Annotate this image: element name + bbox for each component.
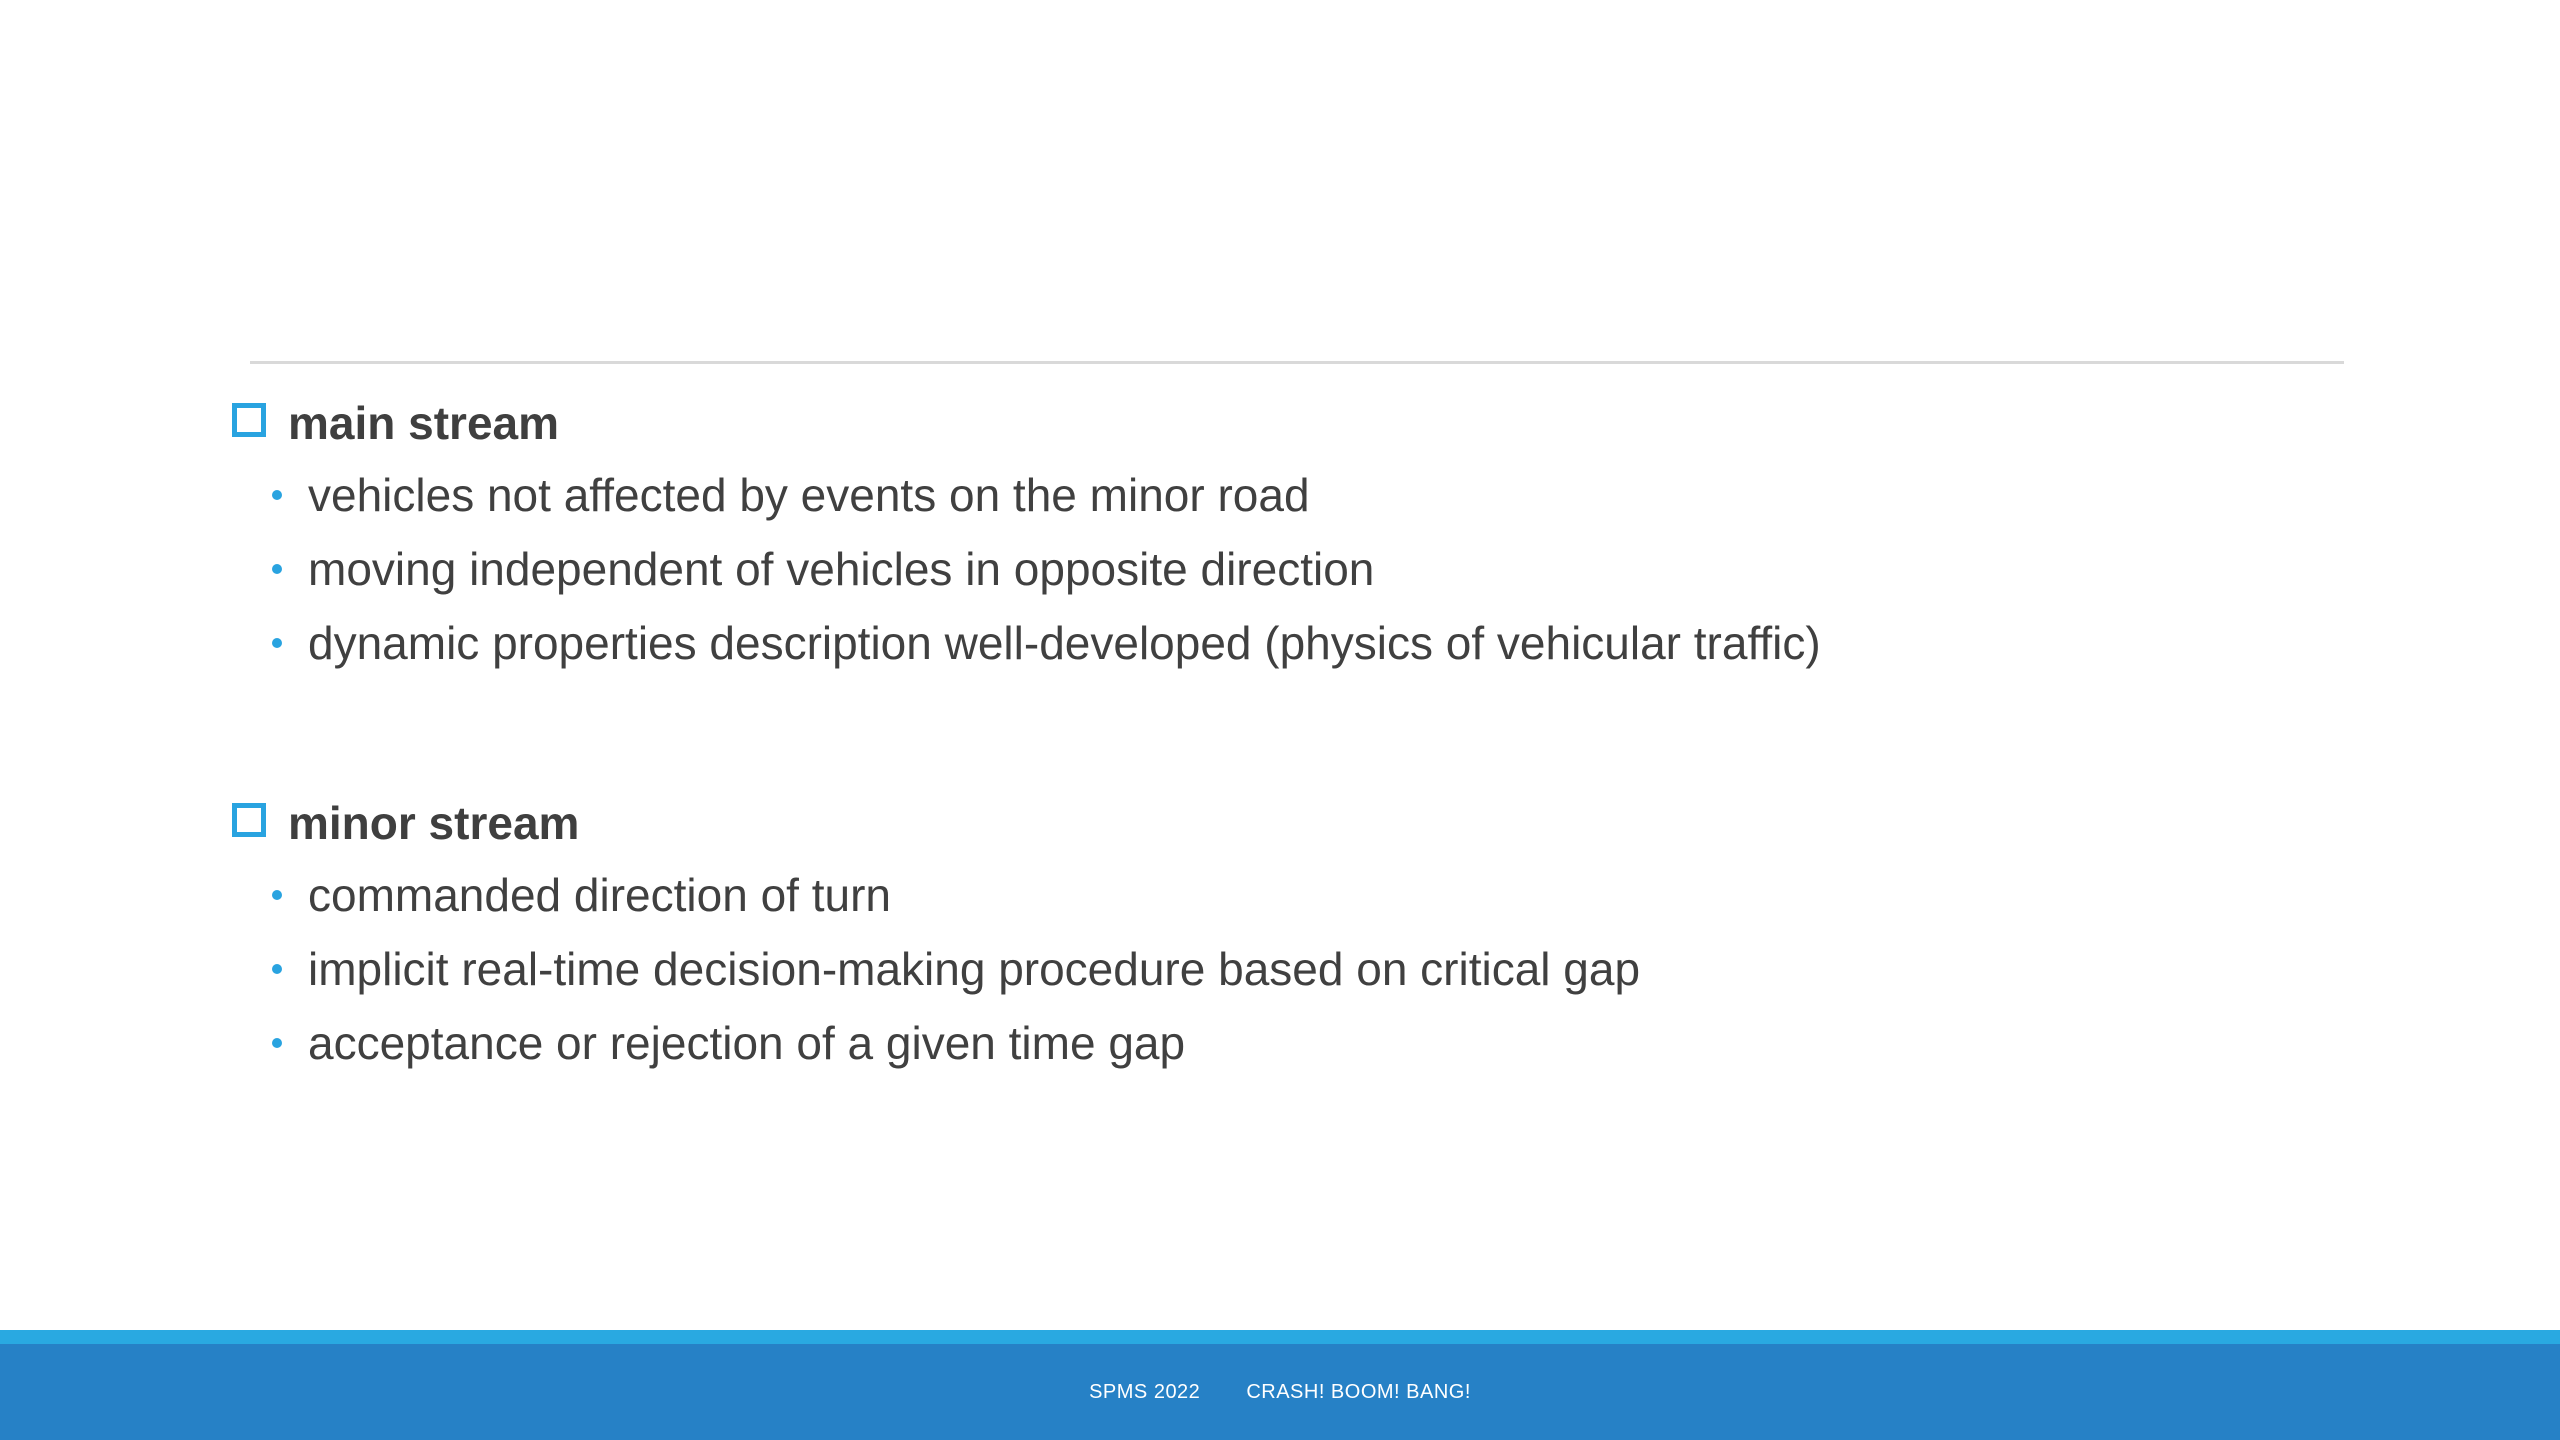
bullet-list [232, 858, 2432, 1080]
list-item [232, 858, 2432, 932]
list-item [232, 932, 2432, 1006]
bullet-dot-icon [272, 490, 282, 500]
bullet-list [232, 458, 2432, 680]
list-item-text: dynamic properties description well-developed (physics of vehicular traffic) [308, 617, 1821, 669]
bullet-dot-icon [272, 964, 282, 974]
slide-content [232, 388, 2432, 1080]
list-item-text: moving independent of vehicles in opposite direction [308, 543, 1375, 595]
section-heading [232, 388, 2432, 458]
list-item-text: commanded direction of turn [308, 869, 891, 921]
bullet-dot-icon [272, 638, 282, 648]
section-heading-text: minor stream [288, 797, 580, 849]
section-main-stream [232, 388, 2432, 680]
footer-accent-stripe [0, 1330, 2560, 1344]
bullet-dot-icon [272, 1038, 282, 1048]
section-minor-stream [232, 788, 2432, 1080]
footer-event-text: SPMS 2022 [1089, 1380, 1201, 1403]
list-item-text: acceptance or rejection of a given time gap [308, 1017, 1186, 1069]
list-item [232, 606, 2432, 680]
list-item [232, 1006, 2432, 1080]
checkbox-icon [232, 403, 272, 443]
list-item-text: implicit real-time decision-making procedure based on critical gap [308, 943, 1641, 995]
section-heading-text: main stream [288, 397, 560, 449]
list-item-text: vehicles not affected by events on the minor road [308, 469, 1310, 521]
footer-bar [0, 1344, 2560, 1440]
list-item [232, 532, 2432, 606]
bullet-dot-icon [272, 564, 282, 574]
list-item [232, 458, 2432, 532]
section-heading [232, 788, 2432, 858]
title-divider [250, 361, 2344, 364]
footer-title-text: CRASH! BOOM! BANG! [1246, 1380, 1471, 1403]
bullet-dot-icon [272, 890, 282, 900]
checkbox-icon [232, 803, 272, 843]
